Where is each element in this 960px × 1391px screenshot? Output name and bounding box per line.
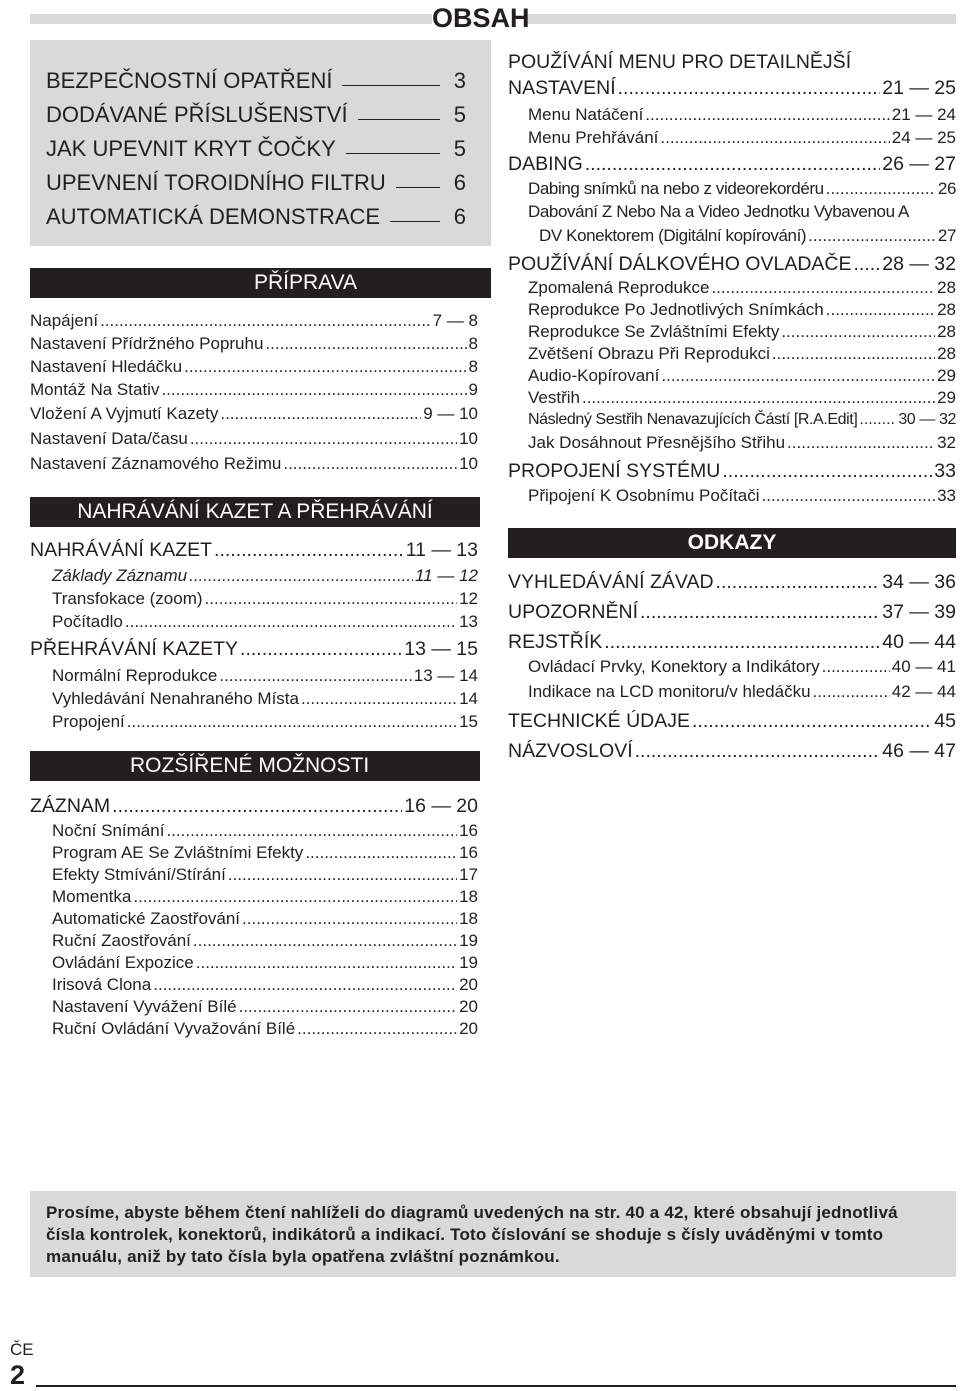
toc-page: 18 [459,887,478,906]
dot-leader [161,379,466,400]
toc-entry[interactable] [528,299,956,321]
toc-label: VYHLEDÁVÁNÍ ZÁVAD [508,571,714,593]
toc-page: 13 [459,612,478,631]
section-header-rozsirene: ROZŠÍŘENÉ MOŽNOSTI [30,751,480,781]
toc-entry[interactable] [539,225,956,247]
toc-label: REJSTŘÍK [508,631,603,653]
toc-entry[interactable] [46,162,466,196]
toc-entry[interactable] [30,333,478,355]
dot-leader [297,1018,457,1039]
toc-page: 8 [468,334,478,353]
toc-page: 24 — 25 [891,128,956,147]
toc-entry[interactable] [528,104,956,126]
toc-label: UPEVNENÍ TOROIDNÍHO FILTRU [46,170,386,195]
dot-leader [826,299,935,320]
toc-entry[interactable] [52,930,478,952]
toc-label: Montáž Na Stativ [30,380,160,399]
dot-leader [772,343,935,364]
dot-leader [305,842,457,863]
dot-leader [196,952,457,973]
dot-leader [781,321,935,342]
toc-entry[interactable] [30,403,478,425]
toc-page: 37 — 39 [882,601,956,623]
toc-label: Ruční Zaostřování [52,931,191,950]
toc-entry[interactable] [52,565,478,587]
note-box [30,1191,956,1277]
toc-entry[interactable] [528,277,956,299]
toc-entry[interactable] [30,453,478,475]
toc-page: 8 [468,357,478,376]
dot-leader [193,930,457,951]
toc-label: NÁZVOSLOVÍ [508,740,633,762]
toc-label: PROPOJENÍ SYSTÉMU [508,460,721,482]
toc-page: 7 — 8 [432,311,478,330]
toc-entry[interactable] [528,321,956,343]
toc-page: 15 [459,712,478,731]
leader-line [346,153,440,154]
toc-page: 20 [459,975,478,994]
dot-leader [813,681,890,702]
toc-entry[interactable] [508,252,956,277]
toc-entry[interactable] [52,1018,478,1040]
toc-entry[interactable] [46,94,466,128]
toc-entry[interactable] [508,76,956,101]
toc-entry[interactable] [528,365,956,387]
toc-entry[interactable] [508,739,956,764]
toc-label: UPOZORNĚNÍ [508,601,639,623]
section-header-odkazy: ODKAZY [508,528,956,558]
toc-page: 16 [459,843,478,862]
toc-label: Reprodukce Po Jednotlivých Snímkách [528,300,824,319]
toc-page: 33 [934,460,956,482]
toc-label: Noční Snímání [52,821,165,840]
dot-leader [112,794,402,818]
toc-label: AUTOMATICKÁ DEMONSTRACE [46,204,381,229]
toc-label: Jak Dosáhnout Přesnějšího Střihu [528,433,786,452]
toc-label: Ruční Ovládání Vyvažování Bílé [52,1019,296,1038]
toc-page: 5 [453,102,466,127]
toc-label: Napájení [30,311,99,330]
toc-entry[interactable] [52,842,478,864]
toc-label: Momentka [52,887,132,906]
toc-entry[interactable] [52,952,478,974]
toc-page: 17 [459,865,478,884]
dot-leader [240,637,402,661]
toc-label: Normální Reprodukce [52,666,218,685]
toc-entry[interactable] [52,908,478,930]
toc-entry[interactable] [528,656,956,678]
toc-label: Nastavení Vyvážení Bílé [52,997,237,1016]
toc-label: Vestřih [528,388,580,407]
dot-leader [859,409,896,430]
toc-entry[interactable] [52,688,478,710]
toc-entry[interactable] [528,485,956,507]
toc-page: 18 [459,909,478,928]
dot-leader [762,485,936,506]
toc-page: 13 — 15 [404,638,478,660]
dot-leader [808,225,936,246]
toc-entry[interactable] [52,996,478,1018]
toc-label: ZÁZNAM [30,795,111,817]
toc-page: 30 — 32 [898,411,956,428]
toc-entry[interactable] [528,432,956,454]
dot-leader [301,688,457,709]
dot-leader [153,974,457,995]
toc-entry[interactable] [30,428,478,450]
toc-entry[interactable] [52,886,478,908]
toc-page: 33 [937,486,956,505]
dot-leader [265,333,466,354]
dot-leader [661,365,935,386]
leader-line [358,119,440,120]
toc-page: 28 [937,322,956,341]
toc-entry[interactable] [52,864,478,886]
toc-entry[interactable] [528,409,956,431]
toc-page: 29 [937,366,956,385]
toc-label: Ovládání Expozice [52,953,194,972]
dot-leader [722,459,932,483]
toc-page: 40 — 44 [882,631,956,653]
dot-leader [711,277,935,298]
toc-entry[interactable] [30,538,478,563]
dot-leader [582,387,935,408]
dot-leader [219,665,411,686]
toc-entry[interactable] [46,128,466,162]
toc-entry[interactable] [508,600,956,625]
dot-leader [127,711,457,732]
dot-leader [640,600,880,624]
toc-label: Indikace na LCD monitoru/v hledáčku [528,682,811,701]
dot-leader [692,709,932,733]
toc-label: Zpomalená Reprodukce [528,278,710,297]
dot-leader [239,996,458,1017]
dot-leader [645,104,889,125]
toc-label: Efekty Stmívání/Stírání [52,865,226,884]
leader-line [390,221,440,222]
toc-page: 6 [453,170,466,195]
toc-label: Propojení [52,712,125,731]
toc-entry[interactable] [528,178,956,200]
toc-page: 28 — 32 [882,253,956,275]
toc-page: 28 [937,300,956,319]
note-text: Prosíme, abyste během čtení nahlíželi do diagramů uvedených na str. 40 a 42, které obsahují jednotlivá čísla kontrolek, konektorů, indikátorů a indikací. Toto číslování se shoduje s čísly uváděnými v tomto manuálu, aniž by tato čísla byla opatřena zvláštní poznámkou. [46,1203,898,1266]
toc-page: 3 [453,68,466,93]
page-title: OBSAH [432,0,526,34]
toc-page: 26 [937,179,956,198]
leader-line [342,85,440,86]
toc-label: Nastavení Hledáčku [30,357,183,376]
dot-leader [585,152,881,176]
page-number: 2 [10,1360,26,1390]
footer-rule [36,1385,956,1387]
dot-leader [716,570,881,594]
toc-heading [508,50,956,75]
toc-entry[interactable] [528,127,956,149]
toc-page: 11 — 13 [405,539,478,561]
toc-page: 21 — 24 [891,105,956,124]
toc-label: NASTAVENÍ [508,77,616,99]
toc-page: 10 [459,429,478,448]
toc-page: 19 [459,931,478,950]
toc-page: 14 [459,689,478,708]
toc-page: 45 [934,710,956,732]
toc-page: 12 [459,589,478,608]
dot-leader [100,310,431,331]
toc-page: 20 [459,997,478,1016]
dot-leader [283,453,457,474]
toc-page: 21 — 25 [882,77,956,99]
toc-label: Menu Natáčení [528,105,644,124]
toc-label: Připojení K Osobnímu Počítači [528,486,760,505]
toc-label: Reprodukce Se Zvláštními Efekty [528,322,780,341]
dot-leader [660,127,889,148]
toc-label: DODÁVANÉ PŘÍSLUŠENSTVÍ [46,102,348,127]
toc-label: Menu Prehřávání [528,128,659,147]
toc-page: 16 — 20 [404,795,478,817]
toc-page: 34 — 36 [882,571,956,593]
toc-label: DV Konektorem (Digitální kopírování) [539,226,807,245]
dot-leader [166,820,457,841]
toc-entry[interactable] [30,356,478,378]
toc-label: Vyhledávání Nenahraného Místa [52,689,299,708]
toc-label: Transfokace (zoom) [52,589,203,608]
toc-label: Počítadlo [52,612,123,631]
toc-label: POUŽÍVÁNÍ DÁLKOVÉHO OVLADAČE [508,253,852,275]
dot-leader [133,886,457,907]
toc-label: Nastavení Data/času [30,429,188,448]
toc-entry[interactable] [52,711,478,733]
toc-page: 6 [453,204,466,229]
toc-entry[interactable] [30,310,478,332]
toc-page: 26 — 27 [882,153,956,175]
toc-page: 28 [937,278,956,297]
toc-label: Irisová Clona [52,975,152,994]
toc-page: 28 [937,344,956,363]
toc-entry[interactable] [508,630,956,655]
toc-entry[interactable] [30,794,478,819]
dot-leader [190,428,457,449]
toc-entry[interactable] [508,459,956,484]
toc-page: 27 [937,226,956,245]
toc-label: NAHRÁVÁNÍ KAZET [30,539,213,561]
toc-label: PŘEHRÁVÁNÍ KAZETY [30,638,239,660]
toc-page: 42 — 44 [891,682,956,701]
toc-page: 32 [937,433,956,452]
toc-entry[interactable] [52,665,478,687]
toc-entry[interactable] [52,588,478,610]
toc-entry[interactable] [46,60,466,94]
toc-label: Nastavení Přídržného Popruhu [30,334,264,353]
toc-page: 16 [459,821,478,840]
dot-leader [854,252,881,276]
toc-entry[interactable] [528,343,956,365]
toc-page: 19 [459,953,478,972]
toc-page: 9 — 10 [423,404,478,423]
dot-leader [189,565,413,586]
toc-label: Audio-Kopírovaní [528,366,660,385]
toc-label: Dabování Z Nebo Na a Video Jednotku Vybavenou A [528,202,909,221]
leader-line [396,187,440,188]
toc-label: Automatické Zaostřování [52,909,241,928]
toc-label: Program AE Se Zvláštními Efekty [52,843,304,862]
dot-leader [822,656,890,677]
dot-leader [220,403,421,424]
toc-entry[interactable] [508,709,956,734]
toc-page: 46 — 47 [882,740,956,762]
toc-entry[interactable] [528,201,956,223]
toc-entry[interactable] [30,379,478,401]
toc-entry[interactable] [52,820,478,842]
language-code: ČE [10,1340,34,1359]
toc-page: 11 — 12 [414,566,478,585]
toc-label: BEZPEČNOSTNÍ OPATŘENÍ [46,68,333,93]
dot-leader [205,588,458,609]
toc-entry[interactable] [46,196,466,230]
dot-leader [242,908,457,929]
toc-entry[interactable] [52,974,478,996]
toc-label: Zvětšení Obrazu Při Reprodukci [528,344,770,363]
toc-label: Vložení A Vyjmutí Kazety [30,404,219,423]
toc-label: TECHNICKÉ ÚDAJE [508,710,691,732]
toc-label: JAK UPEVNIT KRYT ČOČKY [46,136,336,161]
toc-entry[interactable] [528,387,956,409]
toc-page: 20 [459,1019,478,1038]
toc-label: POUŽÍVÁNÍ MENU PRO DETAILNĚJŠÍ [508,51,852,73]
toc-entry[interactable] [52,611,478,633]
toc-label: Nastavení Záznamového Režimu [30,454,282,473]
dot-leader [228,864,457,885]
dot-leader [184,356,466,377]
section-header-priprava: PŘÍPRAVA [30,268,491,298]
toc-entry[interactable] [508,152,956,177]
toc-page: 5 [453,136,466,161]
toc-entry[interactable] [528,681,956,703]
dot-leader [214,538,404,562]
toc-page: 40 — 41 [891,657,956,676]
toc-page: 29 [937,388,956,407]
toc-entry[interactable] [30,637,478,662]
toc-label: DABING [508,153,583,175]
toc-label: Základy Záznamu [52,566,188,585]
toc-label: Ovládací Prvky, Konektory a Indikátory [528,657,820,676]
dot-leader [826,178,936,199]
section-header-nahravani: NAHRÁVÁNÍ KAZET A PŘEHRÁVÁNÍ [30,497,480,527]
toc-label: Dabing snímků na nebo z videorekordéru [528,179,824,198]
dot-leader [635,739,881,763]
toc-page: 10 [459,454,478,473]
dot-leader [787,432,935,453]
toc-label: Následný Sestřih Nenavazujících Částí [R.A.Edit] [528,411,858,428]
toc-entry[interactable] [508,570,956,595]
toc-page: 9 [468,380,478,399]
dot-leader [604,630,880,654]
dot-leader [618,76,881,100]
dot-leader [125,611,457,632]
toc-page: 13 — 14 [413,666,478,685]
